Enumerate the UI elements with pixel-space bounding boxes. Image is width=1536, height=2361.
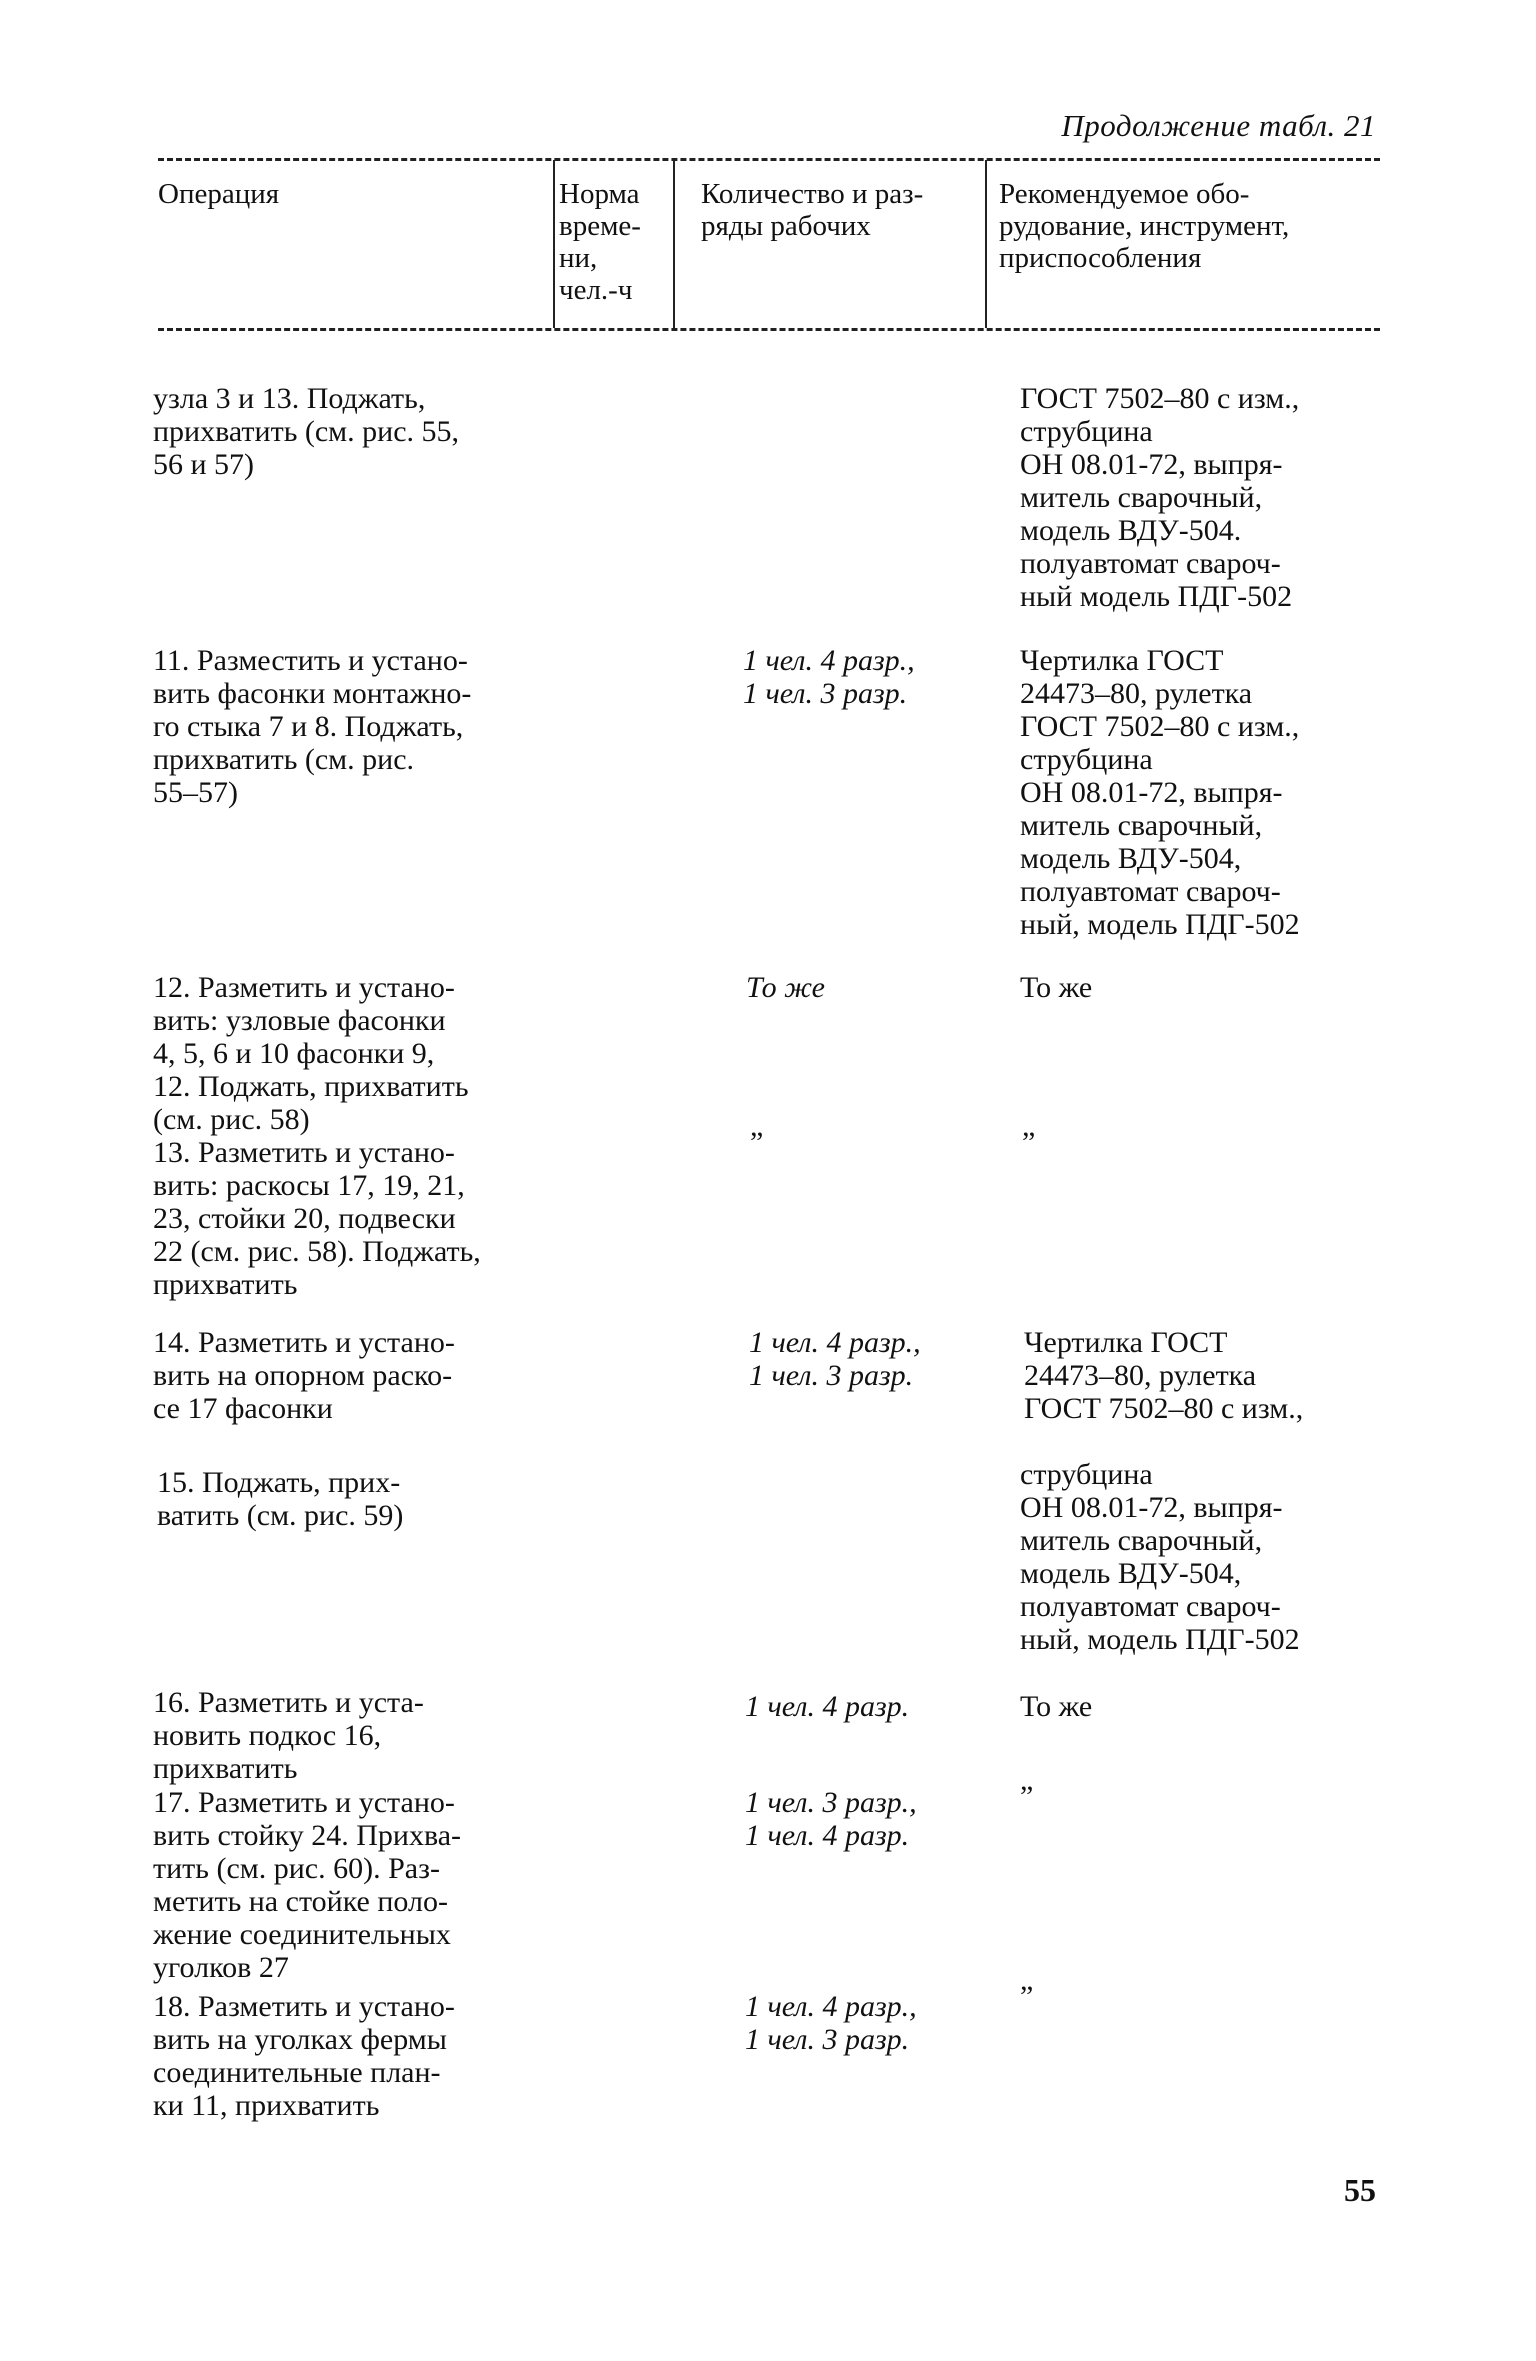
table-caption: Продолжение табл. 21 [1061, 108, 1376, 143]
row-8-equipment-ditto: ” [1020, 1980, 1034, 2013]
row-4-equipment: Чертилка ГОСТ 24473–80, рулетка ГОСТ 7502–80 с изм., [1024, 1326, 1304, 1425]
row-1-workers: 1 чел. 4 разр., 1 чел. 3 разр. [743, 644, 915, 710]
header-workers: Количество и раз- ряды рабочих [701, 178, 924, 242]
row-7-equipment-ditto: ” [1020, 1780, 1034, 1813]
row-5-operation: 15. Поджать, прих- ватить (см. рис. 59) [157, 1466, 404, 1532]
row-8-operation: 18. Разметить и устано- вить на уголках фермы соединительные план- ки 11, прихватить [153, 1990, 455, 2122]
row-6-equipment: То же [1020, 1690, 1093, 1723]
row-4-operation: 14. Разметить и устано- вить на опорном раско- се 17 фасонки [153, 1326, 455, 1425]
header-operation: Операция [158, 178, 280, 210]
header-bottom-rule [158, 328, 1380, 331]
header-divider-3 [985, 160, 987, 328]
row-6-workers: 1 чел. 4 разр. [745, 1690, 910, 1723]
row-0-operation: узла 3 и 13. Поджать, прихватить (см. рис. 55, 56 и 57) [153, 382, 460, 481]
header-norm: Норма време- ни, чел.-ч [559, 178, 641, 306]
header-divider-1 [553, 160, 555, 328]
row-2-operation: 12. Разметить и устано- вить: узловые фасонки 4, 5, 6 и 10 фасонки 9, 12. Поджать, прихватить (см. рис. 58) [153, 971, 469, 1136]
row-6-operation: 16. Разметить и уста- новить подкос 16, прихватить [153, 1686, 424, 1785]
row-3-operation: 13. Разметить и устано- вить: раскосы 17, 19, 21, 23, стойки 20, подвески 22 (см. рис. 58). Поджать, прихватить [153, 1136, 481, 1301]
row-7-workers: 1 чел. 3 разр., 1 чел. 4 разр. [745, 1786, 917, 1852]
row-4-workers: 1 чел. 4 разр., 1 чел. 3 разр. [749, 1326, 921, 1392]
page-number: 55 [1344, 2172, 1376, 2208]
header-top-rule [158, 158, 1380, 161]
row-8-workers: 1 чел. 4 разр., 1 чел. 3 разр. [745, 1990, 917, 2056]
row-0-equipment: ГОСТ 7502–80 с изм., струбцина ОН 08.01-72, выпря- митель сварочный, модель ВДУ-504. полуавтомат свароч- ный модель ПДГ-502 [1020, 382, 1300, 613]
row-2-equipment: То же [1020, 971, 1093, 1004]
row-5-equipment: струбцина ОН 08.01-72, выпря- митель сварочный, модель ВДУ-504, полуавтомат свароч- ный, модель ПДГ-502 [1020, 1458, 1300, 1656]
row-1-equipment: Чертилка ГОСТ 24473–80, рулетка ГОСТ 7502–80 с изм., струбцина ОН 08.01-72, выпря- митель сварочный, модель ВДУ-504, полуавтомат свароч- ный, модель ПДГ-502 [1020, 644, 1300, 941]
row-2-workers: То же [746, 971, 825, 1004]
header-equipment: Рекомендуемое обо- рудование, инструмент, приспособления [999, 178, 1290, 274]
row-7-operation: 17. Разметить и устано- вить стойку 24. Прихва- тить (см. рис. 60). Раз- метить на стойке поло- жение соединительных уголков 27 [153, 1786, 462, 1984]
row-3-workers-ditto: ” [750, 1126, 764, 1159]
row-3-equipment-ditto: ” [1022, 1126, 1036, 1159]
header-divider-2 [673, 160, 675, 328]
row-1-operation: 11. Разместить и устано- вить фасонки монтажно- го стыка 7 и 8. Поджать, прихватить (см. рис. 55–57) [153, 644, 472, 809]
